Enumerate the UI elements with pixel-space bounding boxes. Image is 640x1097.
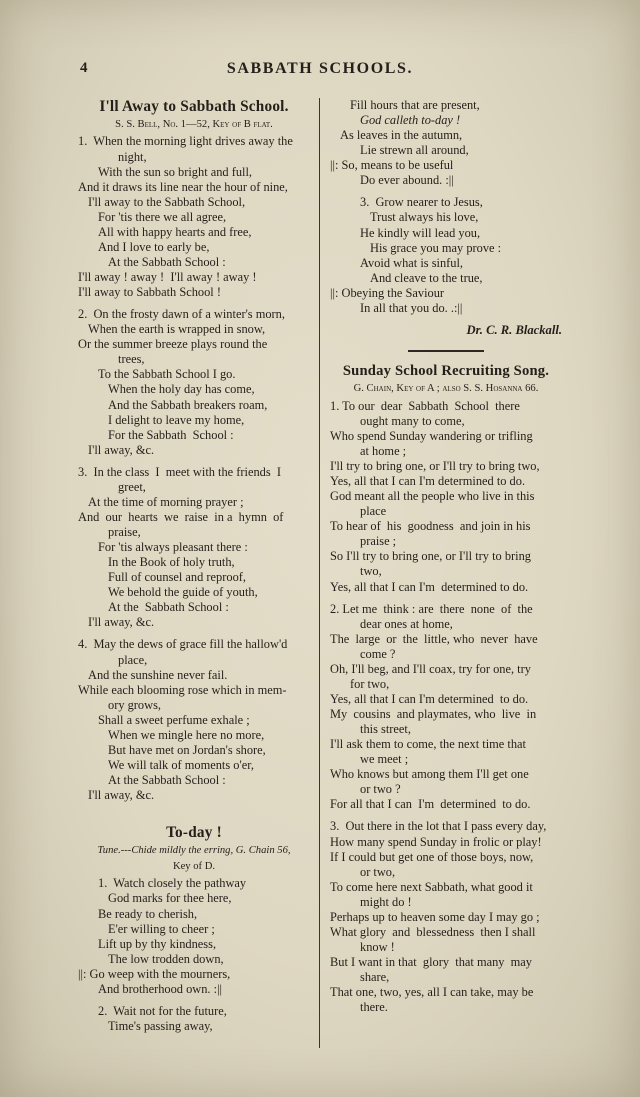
- verse-line: To hear of his goodness and join in his: [330, 519, 531, 534]
- verse-line: But have met on Jordan's shore,: [108, 742, 266, 757]
- song-title-3: Sunday School Recruiting Song.: [342, 363, 550, 380]
- verse-line: If I could but get one of those boys, now,: [330, 849, 534, 864]
- verse-line: God marks for thee here,: [108, 891, 232, 906]
- verse-line: I'll ask them to come, the next time that: [330, 737, 526, 752]
- verse-line: ||: Obeying the Saviour: [330, 285, 445, 300]
- verse-line: To the Sabbath School I go.: [98, 367, 236, 382]
- verse-line: And it draws its line near the hour of nine,: [78, 179, 288, 194]
- section-divider: [408, 350, 484, 352]
- stanza: [330, 195, 562, 316]
- stanza: [78, 637, 310, 803]
- stanza: [78, 876, 310, 997]
- verse-line: When the holy day has come,: [108, 382, 255, 397]
- verse-line: The low trodden down,: [108, 951, 224, 966]
- verse-line: Do ever abound. :||: [360, 173, 454, 188]
- verse-line: Perhaps up to heaven some day I may go ;: [330, 909, 540, 924]
- verse-line: And the sunshine never fail.: [88, 667, 228, 682]
- verse-line: trees,: [118, 352, 145, 367]
- verse-line: God calleth to-day !: [360, 113, 461, 128]
- verse-line: To come here next Sabbath, what good it: [330, 879, 533, 894]
- verse-line: I'll away, &c.: [88, 788, 155, 803]
- verse-line: Lie strewn all around,: [360, 143, 469, 158]
- verse-line: For the Sabbath School :: [108, 427, 234, 442]
- verse-line: Who spend Sunday wandering or trifling: [330, 428, 533, 443]
- song-credit-2-key: Key of D.: [172, 860, 216, 872]
- verse-line: When the earth is wrapped in snow,: [88, 322, 266, 337]
- stanza: [78, 1004, 310, 1034]
- verse-line: God meant all the people who live in this: [330, 489, 535, 504]
- verse-line: 3. In the class I meet with the friends I: [78, 464, 282, 479]
- verse-line: He kindly will lead you,: [360, 225, 481, 240]
- verse-line: While each blooming rose which in mem-: [78, 682, 287, 697]
- verse-line: night,: [118, 149, 147, 164]
- verse-line: As leaves in the autumn,: [340, 128, 463, 143]
- verse-line: All with happy hearts and free,: [98, 224, 252, 239]
- verse-line: For all that I can I'm determined to do.: [330, 797, 531, 812]
- verse-line: Trust always his love,: [370, 210, 479, 225]
- verse-line: I'll away to the Sabbath School,: [88, 194, 246, 209]
- stanza: [78, 307, 310, 458]
- verse-line: 4. May the dews of grace fill the hallow'd: [78, 637, 288, 652]
- verse-line: 2. On the frosty dawn of a winter's morn,: [78, 307, 285, 322]
- verse-line: Oh, I'll beg, and I'll coax, try for one, try: [330, 661, 531, 676]
- right-column: [330, 98, 562, 1048]
- verse-line: We behold the guide of youth,: [108, 585, 258, 600]
- verse-line: Yes, all that I can I'm determined to do.: [330, 474, 526, 489]
- verse-line: 2. Let me think : are there none of the: [330, 601, 533, 616]
- stanza-continuation: [330, 98, 562, 188]
- verse-line: And the Sabbath breakers roam,: [108, 397, 268, 412]
- verse-line: ought many to come,: [360, 413, 465, 428]
- verse-line: Shall a sweet perfume exhale ;: [98, 712, 250, 727]
- verse-line: E'er willing to cheer ;: [108, 921, 215, 936]
- verse-line: And I love to early be,: [98, 239, 210, 254]
- verse-line: Yes, all that I can I'm determined to do.: [330, 579, 529, 594]
- stanza: [78, 134, 310, 300]
- page-number: 4: [80, 60, 88, 76]
- verse-line: 1. When the morning light drives away the: [78, 134, 293, 149]
- verse-line: we meet ;: [360, 752, 409, 767]
- stanza: [330, 819, 562, 1015]
- song-credit-2: Tune.---Chide mildly the erring, G. Chain 56,: [97, 844, 291, 856]
- verse-line: or two,: [360, 864, 396, 879]
- verse-line: I delight to leave my home,: [108, 412, 245, 427]
- verse-line: ory grows,: [108, 697, 161, 712]
- verse-line: We will talk of moments o'er,: [108, 757, 254, 772]
- verse-line: His grace you may prove :: [370, 240, 502, 255]
- verse-line: might do !: [360, 894, 412, 909]
- verse-line: But I want in that glory that many may: [330, 955, 533, 969]
- page-header: [64, 60, 576, 82]
- verse-line: At the Sabbath School :: [108, 254, 226, 269]
- verse-line: How many spend Sunday in frolic or play!: [330, 834, 542, 849]
- verse-line: At the Sabbath School :: [108, 600, 229, 615]
- stanza: [330, 602, 562, 813]
- text-columns: [78, 98, 562, 1048]
- verse-line: at home ;: [360, 443, 407, 458]
- verse-line: Lift up by thy kindness,: [98, 936, 217, 951]
- verse-line: Who knows but among them I'll get one: [330, 767, 529, 782]
- verse-line: praise ;: [360, 534, 397, 549]
- left-column: [78, 98, 310, 1048]
- stanza: [78, 465, 310, 631]
- verse-line: greet,: [118, 479, 146, 494]
- verse-line: I'll away ! away ! I'll away ! away !: [78, 270, 257, 284]
- verse-line: What glory and blessedness then I shall: [330, 924, 536, 939]
- verse-line: I'll away, &c.: [88, 615, 155, 630]
- verse-line: or two ?: [360, 782, 401, 797]
- verse-line: 2. Wait not for the future,: [98, 1003, 227, 1018]
- verse-line: And our hearts we raise in a hymn of: [78, 509, 284, 524]
- verse-line: I'll try to bring one, or I'll try to bring two,: [330, 459, 540, 473]
- verse-line: Full of counsel and reproof,: [108, 570, 246, 585]
- verse-line: dear ones at home,: [360, 616, 453, 631]
- verse-line: 1. Watch closely the pathway: [98, 876, 247, 891]
- verse-line: Fill hours that are present,: [350, 98, 480, 112]
- verse-line: place: [360, 504, 387, 519]
- verse-line: Time's passing away,: [108, 1018, 213, 1033]
- verse-line: Yes, all that I can I'm determined to do.: [330, 691, 529, 706]
- verse-line: At the Sabbath School :: [108, 773, 226, 787]
- verse-line: know !: [360, 939, 395, 954]
- verse-line: My cousins and playmates, who live in: [330, 707, 537, 721]
- song-title-2: To-day !: [166, 824, 222, 842]
- verse-line: Avoid what is sinful,: [360, 255, 464, 270]
- verse-line: 3. Grow nearer to Jesus,: [360, 195, 483, 210]
- verse-line: 3. Out there in the lot that I pass every day,: [330, 819, 547, 834]
- verse-line: I'll away to Sabbath School !: [78, 285, 221, 300]
- verse-line: In the Book of holy truth,: [108, 555, 235, 570]
- verse-line: 1. To our dear Sabbath School there: [330, 398, 520, 413]
- stanza: [330, 399, 562, 595]
- song-attribution: Dr. C. R. Blackall.: [466, 322, 562, 337]
- song-credit-1: S. S. Bell, No. 1—52, Key of B flat.: [115, 118, 273, 130]
- verse-line: That one, two, yes, all I can take, may be: [330, 985, 534, 1000]
- verse-line: praise,: [108, 525, 141, 539]
- verse-line: there.: [360, 1000, 388, 1015]
- verse-line: for two,: [350, 676, 390, 691]
- column-divider: [319, 98, 320, 1048]
- song-credit-3: G. Chain, Key of A ; also S. S. Hosanna 66.: [353, 382, 539, 394]
- verse-line: For 'tis always pleasant there :: [98, 540, 248, 555]
- verse-line: For 'tis there we all agree,: [98, 209, 227, 224]
- verse-line: And cleave to the true,: [370, 270, 483, 285]
- verse-line: When we mingle here no more,: [108, 727, 265, 742]
- running-head: SABBATH SCHOOLS.: [226, 60, 414, 77]
- verse-line: two,: [360, 564, 382, 579]
- verse-line: So I'll try to bring one, or I'll try to bring: [330, 549, 531, 564]
- verse-line: With the sun so bright and full,: [98, 164, 253, 179]
- verse-line: this street,: [360, 722, 411, 737]
- verse-line: ||: So, means to be useful: [330, 158, 454, 173]
- verse-line: And brotherhood own. :||: [98, 981, 223, 996]
- verse-line: The large or the little, who never have: [330, 631, 538, 646]
- song-title-1: I'll Away to Sabbath School.: [99, 98, 289, 115]
- verse-line: At the time of morning prayer ;: [88, 494, 244, 509]
- verse-line: come ?: [360, 646, 396, 661]
- verse-line: share,: [360, 970, 390, 985]
- verse-line: place,: [118, 652, 148, 667]
- verse-line: In all that you do. .:||: [360, 300, 463, 315]
- verse-line: Be ready to cherish,: [98, 906, 198, 921]
- verse-line: I'll away, &c.: [88, 442, 155, 457]
- verse-line: Or the summer breeze plays round the: [78, 337, 268, 352]
- verse-line: ||: Go weep with the mourners,: [78, 966, 231, 981]
